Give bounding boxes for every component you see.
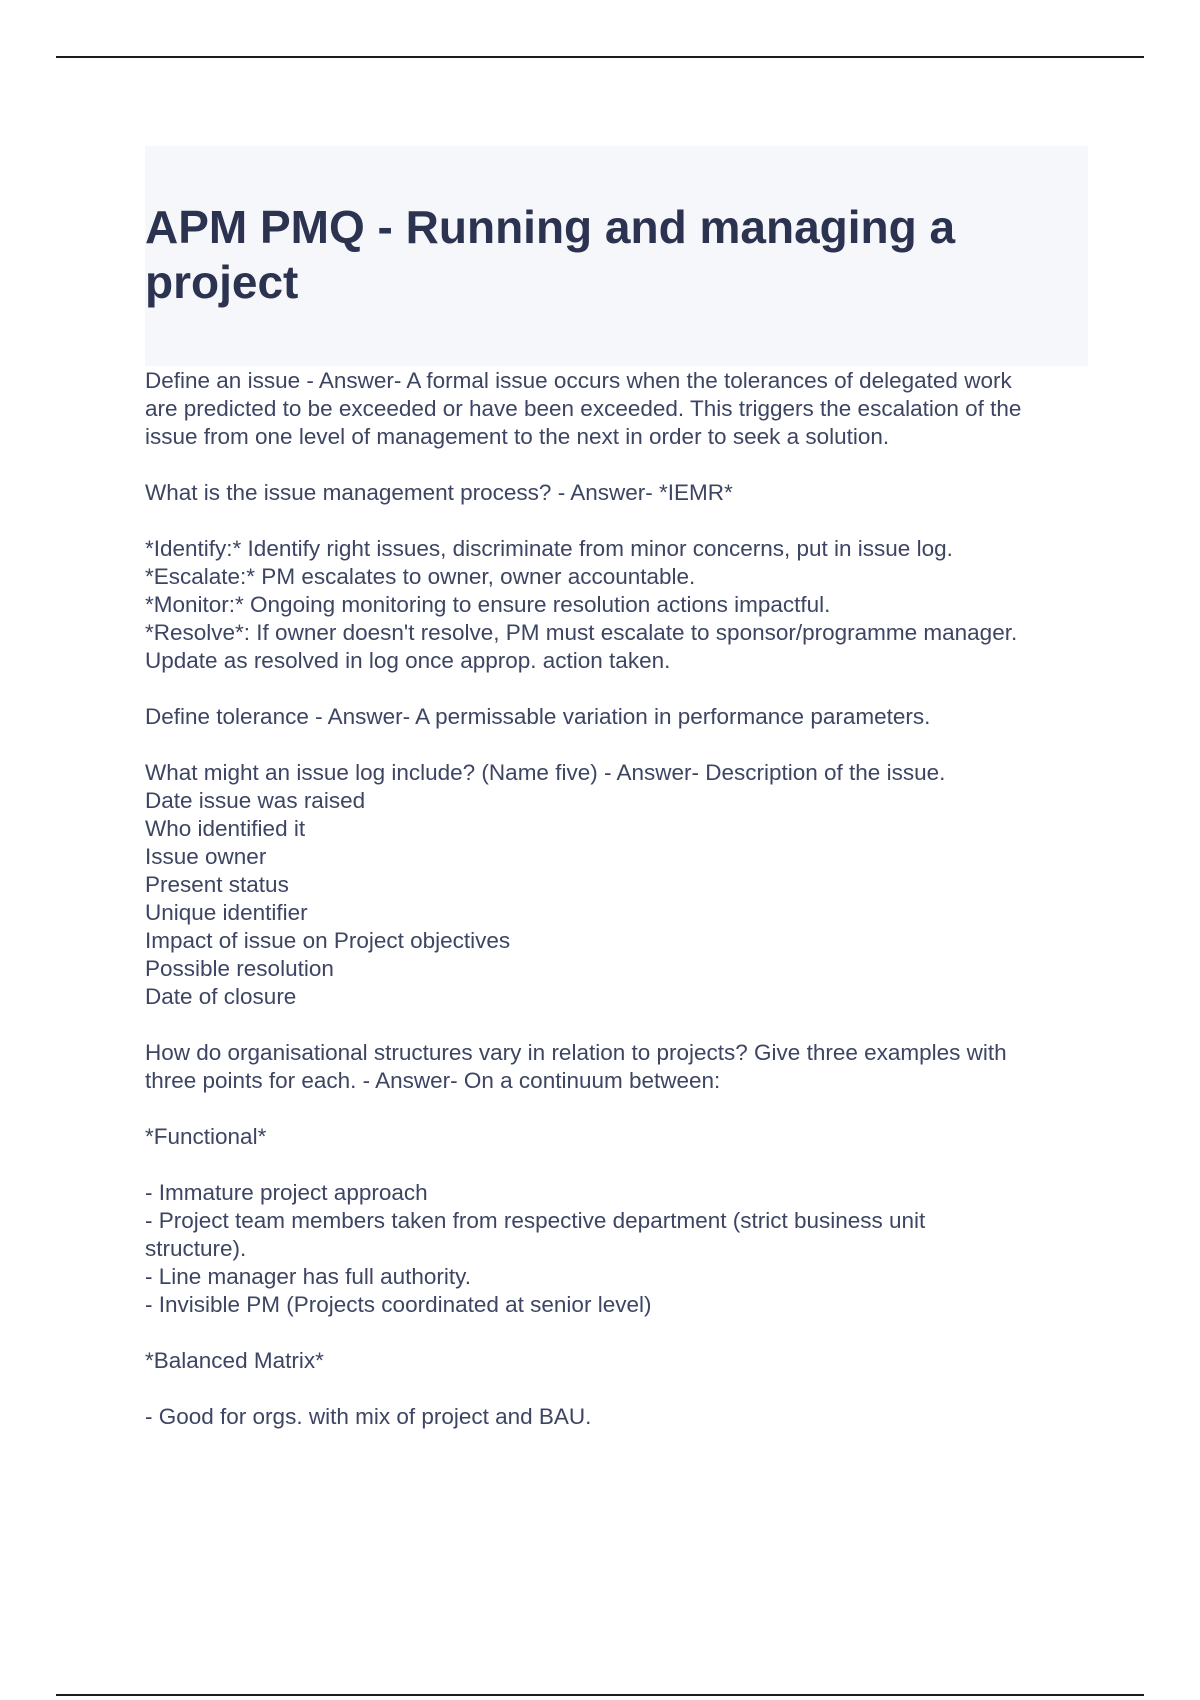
text-line: *Functional* bbox=[145, 1124, 267, 1149]
paragraph-issue-log bbox=[145, 759, 1095, 1011]
title-line: project bbox=[145, 256, 299, 308]
text-line: Date issue was raised bbox=[145, 788, 366, 813]
text-line: are predicted to be exceeded or have been exceeded. This triggers the escalation of the bbox=[145, 396, 1022, 421]
text-line: Possible resolution bbox=[145, 956, 334, 981]
paragraph-functional-heading bbox=[145, 1123, 1095, 1151]
text-line: *Balanced Matrix* bbox=[145, 1348, 324, 1373]
text-line: Date of closure bbox=[145, 984, 297, 1009]
text-line: - Immature project approach bbox=[145, 1180, 428, 1205]
text-line: Define tolerance - Answer- A permissable variation in performance parameters. bbox=[145, 704, 931, 729]
text-line: Present status bbox=[145, 872, 289, 897]
text-line: structure). bbox=[145, 1236, 247, 1261]
text-line: - Good for orgs. with mix of project and BAU. bbox=[145, 1404, 592, 1429]
text-line: - Project team members taken from respective department (strict business unit bbox=[145, 1208, 926, 1233]
paragraph-functional-points bbox=[145, 1179, 1095, 1319]
text-line: - Invisible PM (Projects coordinated at senior level) bbox=[145, 1292, 652, 1317]
text-line: Unique identifier bbox=[145, 900, 308, 925]
text-line: Impact of issue on Project objectives bbox=[145, 928, 511, 953]
text-line: What is the issue management process? - Answer- *IEMR* bbox=[145, 480, 733, 505]
text-line: How do organisational structures vary in relation to projects? Give three examples with bbox=[145, 1040, 1007, 1065]
bottom-rule bbox=[56, 1694, 1144, 1696]
paragraph-issue-process bbox=[145, 479, 1095, 507]
text-line: *Monitor:* Ongoing monitoring to ensure resolution actions impactful. bbox=[145, 592, 831, 617]
page-title bbox=[145, 200, 1045, 310]
text-line: issue from one level of management to the next in order to seek a solution. bbox=[145, 424, 890, 449]
text-line: Issue owner bbox=[145, 844, 267, 869]
text-line: Update as resolved in log once approp. action taken. bbox=[145, 648, 671, 673]
text-line: Define an issue - Answer- A formal issue occurs when the tolerances of delegated work bbox=[145, 368, 1012, 393]
paragraph-balanced-matrix-points bbox=[145, 1403, 1095, 1431]
text-line: *Escalate:* PM escalates to owner, owner accountable. bbox=[145, 564, 696, 589]
paragraph-define-issue bbox=[145, 367, 1095, 451]
document-body bbox=[145, 367, 1095, 1459]
title-line: APM PMQ - Running and managing a bbox=[145, 201, 956, 253]
text-line: What might an issue log include? (Name five) - Answer- Description of the issue. bbox=[145, 760, 946, 785]
paragraph-org-structures bbox=[145, 1039, 1095, 1095]
text-line: *Identify:* Identify right issues, discriminate from minor concerns, put in issue log. bbox=[145, 536, 953, 561]
paragraph-balanced-matrix-heading bbox=[145, 1347, 1095, 1375]
text-line: *Resolve*: If owner doesn't resolve, PM must escalate to sponsor/programme manager. bbox=[145, 620, 1018, 645]
text-line: Who identified it bbox=[145, 816, 306, 841]
paragraph-iemr-steps bbox=[145, 535, 1095, 675]
top-rule bbox=[56, 56, 1144, 58]
paragraph-define-tolerance bbox=[145, 703, 1095, 731]
text-line: - Line manager has full authority. bbox=[145, 1264, 472, 1289]
text-line: three points for each. - Answer- On a continuum between: bbox=[145, 1068, 721, 1093]
